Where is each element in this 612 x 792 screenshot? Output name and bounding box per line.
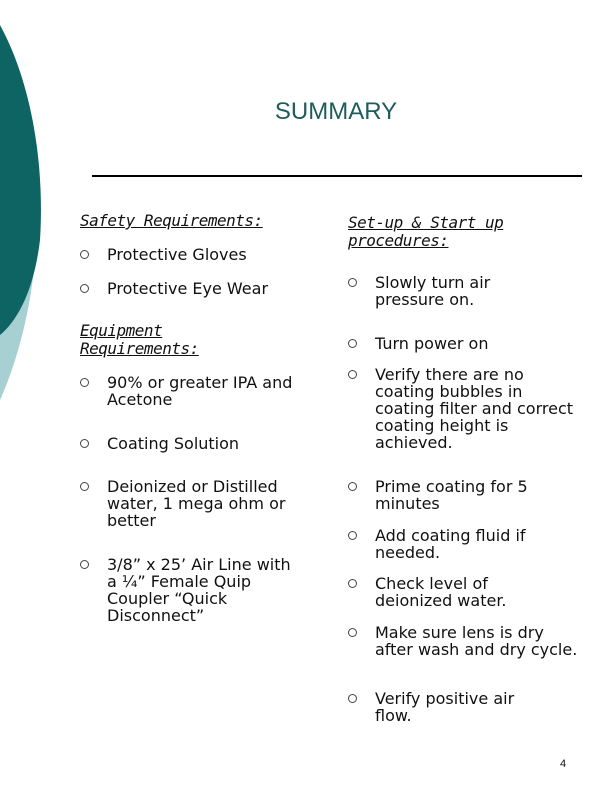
bullet-icon: [80, 482, 89, 491]
bullet-icon: [348, 482, 357, 491]
bullet-icon: [348, 694, 357, 703]
bullet-icon: [348, 579, 357, 588]
bullet-icon: [348, 628, 357, 637]
bullet-icon: [80, 560, 89, 569]
bullet-icon: [348, 278, 357, 287]
bullet-icon: [80, 439, 89, 448]
equipment-heading: Equipment Requirements:: [80, 321, 199, 358]
bullet-icon: [80, 378, 89, 387]
title-divider: [92, 175, 582, 177]
setup-heading: Set-up & Start up procedures:: [348, 213, 504, 250]
page-title: SUMMARY: [274, 98, 398, 125]
bullet-icon: [80, 250, 89, 259]
bullet-icon: [348, 370, 357, 379]
bullet-icon: [348, 531, 357, 540]
page-number: 4: [560, 758, 567, 770]
bullet-icon: [80, 284, 89, 293]
bullet-icon: [348, 339, 357, 348]
safety-heading: Safety Requirements:: [80, 211, 263, 230]
